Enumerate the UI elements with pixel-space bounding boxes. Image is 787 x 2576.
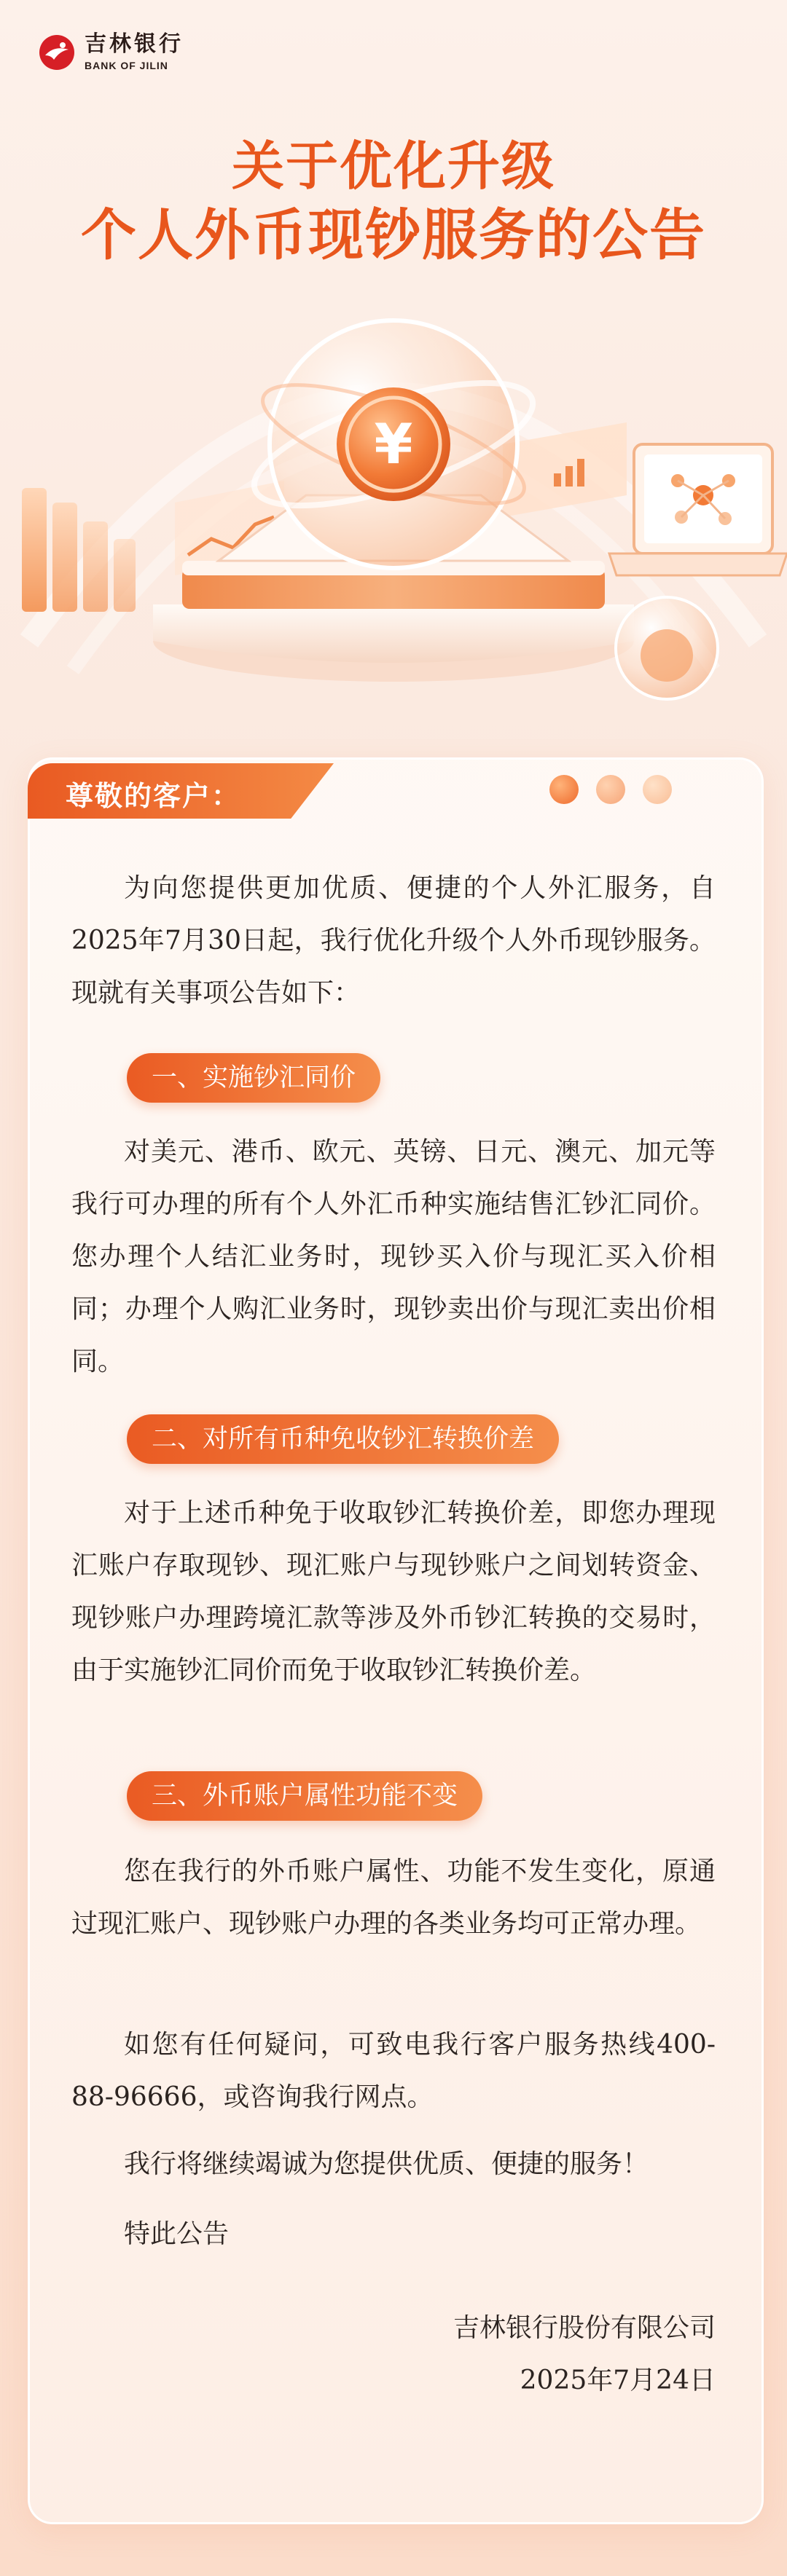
closing-paragraph: 我行将继续竭诚为您提供优质、便捷的服务！ bbox=[124, 2149, 649, 2179]
bank-logo-icon bbox=[38, 34, 76, 71]
coin-symbol: ¥ bbox=[374, 411, 413, 476]
page-title-line1: 关于优化升级 bbox=[231, 135, 555, 197]
section-body-1: 对美元、港币、欧元、英镑、日元、澳元、加元等我行可办理的所有个人外汇币种实施结售汇钞汇同价。您办理个人结汇业务时，现钞买入价与现汇买入价相同；办理个人购汇业务时，现钞卖出价与现汇卖出价相同。 bbox=[71, 1137, 716, 1376]
section-heading-3: 三、外币账户属性功能不变 bbox=[127, 1771, 482, 1821]
page-title-line2: 个人外币现钞服务的公告 bbox=[81, 202, 706, 267]
decor-dot-2 bbox=[596, 775, 625, 804]
bank-name-cn: 吉林银行 bbox=[85, 31, 184, 57]
bank-name-en: BANK OF JILIN bbox=[85, 60, 168, 71]
hero-illustration bbox=[0, 262, 787, 743]
decor-dot-1 bbox=[549, 775, 579, 804]
signature-date: 2025年7月24日 bbox=[520, 2366, 716, 2395]
intro-paragraph: 为向您提供更加优质、便捷的个人外汇服务，自2025年7月30日起，我行优化升级个人外币现钞服务。现就有关事项公告如下： bbox=[71, 873, 716, 1008]
contact-paragraph: 如您有任何疑问，可致电我行客户服务热线400-88-96666，或咨询我行网点。 bbox=[71, 2030, 716, 2112]
decor-dot-3 bbox=[643, 775, 672, 804]
coin-icon bbox=[337, 387, 450, 501]
greeting: 尊敬的客户： bbox=[66, 780, 241, 812]
signature-org: 吉林银行股份有限公司 bbox=[453, 2313, 716, 2343]
section-body-2: 对于上述币种免于收取钞汇转换价差，即您办理现汇账户存取现钞、现汇账户与现钞账户之间划转资金、现钞账户办理跨境汇款等涉及外币钞汇转换的交易时，由于实施钞汇同价而免于收取钞汇转换价差。 bbox=[71, 1498, 716, 1685]
section-heading-2: 二、对所有币种免收钞汇转换价差 bbox=[127, 1414, 559, 1464]
laptop-icon bbox=[609, 444, 787, 575]
section-heading-1: 一、实施钞汇同价 bbox=[127, 1053, 380, 1103]
section-body-3: 您在我行的外币账户属性、功能不发生变化，原通过现汇账户、现钞账户办理的各类业务均可正常办理。 bbox=[71, 1856, 716, 1939]
bank-logo bbox=[38, 31, 184, 71]
molecule-icon bbox=[616, 597, 718, 699]
notice-end: 特此公告 bbox=[124, 2219, 230, 2249]
